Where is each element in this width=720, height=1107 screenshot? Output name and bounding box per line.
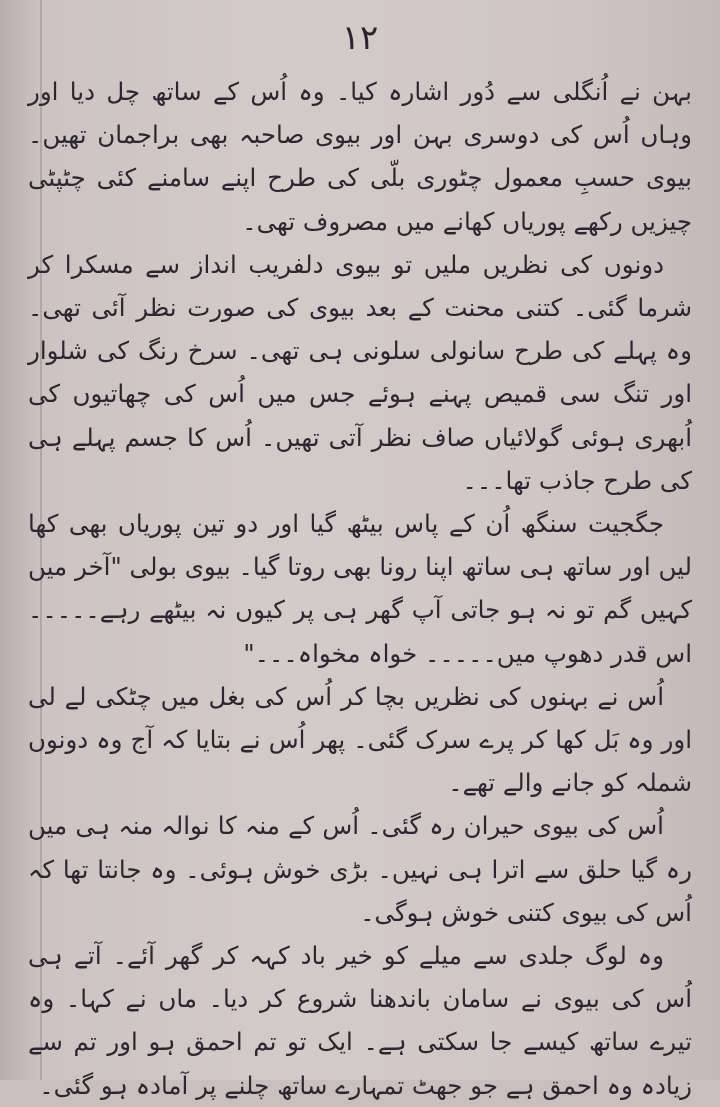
page-body-text bbox=[28, 70, 692, 1107]
paragraph: بہن نے اُنگلی سے دُور اشارہ کیا۔ وہ اُس کے ساتھ چل دیا اور وہاں اُس کی دوسری بہن اور بیوی صاحبہ بھی براجمان تھیں۔ بیوی حسبِ معمول چٹوری بلّی کی طرح اپنے سامنے کئی چٹپٹی چیزیں رکھے پوریاں کھانے میں مصروف تھی۔ bbox=[28, 77, 692, 236]
paragraph: اُس نے بہنوں کی نظریں بچا کر اُس کی بغل میں چٹکی لے لی اور وہ بَل کھا کر پرے سرک گئی۔ پھر اُس نے بتایا کہ آج وہ دونوں شملہ کو جانے والے تھے۔ bbox=[28, 681, 692, 798]
page-number: ۱۲ bbox=[341, 18, 379, 58]
paragraph: اُس کی بیوی حیران رہ گئی۔ اُس کے منہ کا نوالہ منہ ہی میں رہ گیا حلق سے اترا ہی نہیں۔ بڑی خوش ہوئی۔ وہ جانتا تھا کہ اُس کی بیوی کتنی خوش ہوگی۔ bbox=[28, 811, 692, 927]
paragraph: وہ لوگ جلدی سے میلے کو خیر باد کہہ کر گھر آئے۔ آتے ہی اُس کی بیوی نے سامان باندھنا شروع کر دیا۔ ماں نے کہا۔ وہ تیرے ساتھ کیسے جا سکتی ہے۔ ایک تو تم احمق ہو اور تم سے زیادہ وہ احمق ہے جو جھٹ تمہارے ساتھ چلنے پر آمادہ ہو گئی۔ bbox=[28, 941, 692, 1100]
paragraph: دونوں کی نظریں ملیں تو بیوی دلفریب انداز سے مسکرا کر شرما گئی۔ کتنی محنت کے بعد بیوی کی صورت نظر آئی تھی۔ وہ پہلے کی طرح سانولی سلونی ہی تھی۔ سرخ رنگ کی شلوار اور تنگ سی قمیص پہنے ہوئے جس میں اُس کی چھاتیوں کی اُبھری ہوئی گولائیاں صاف نظر آتی تھیں۔ اُس کا جسم پہلے ہی کی طرح جاذب تھا۔۔۔ bbox=[28, 249, 692, 495]
paragraph: جگجیت سنگھ اُن کے پاس بیٹھ گیا اور دو تین پوریاں بھی کھا لیں اور ساتھ ہی ساتھ اپنا رونا بھی روتا گیا۔ بیوی بولی "آخر میں کہیں گم تو نہ ہو جاتی آپ گھر ہی پر کیوں نہ بیٹھے رہے۔۔۔۔۔ اس قدر دھوپ میں۔۔۔۔۔ خواہ مخواہ۔۔۔" bbox=[28, 509, 692, 668]
